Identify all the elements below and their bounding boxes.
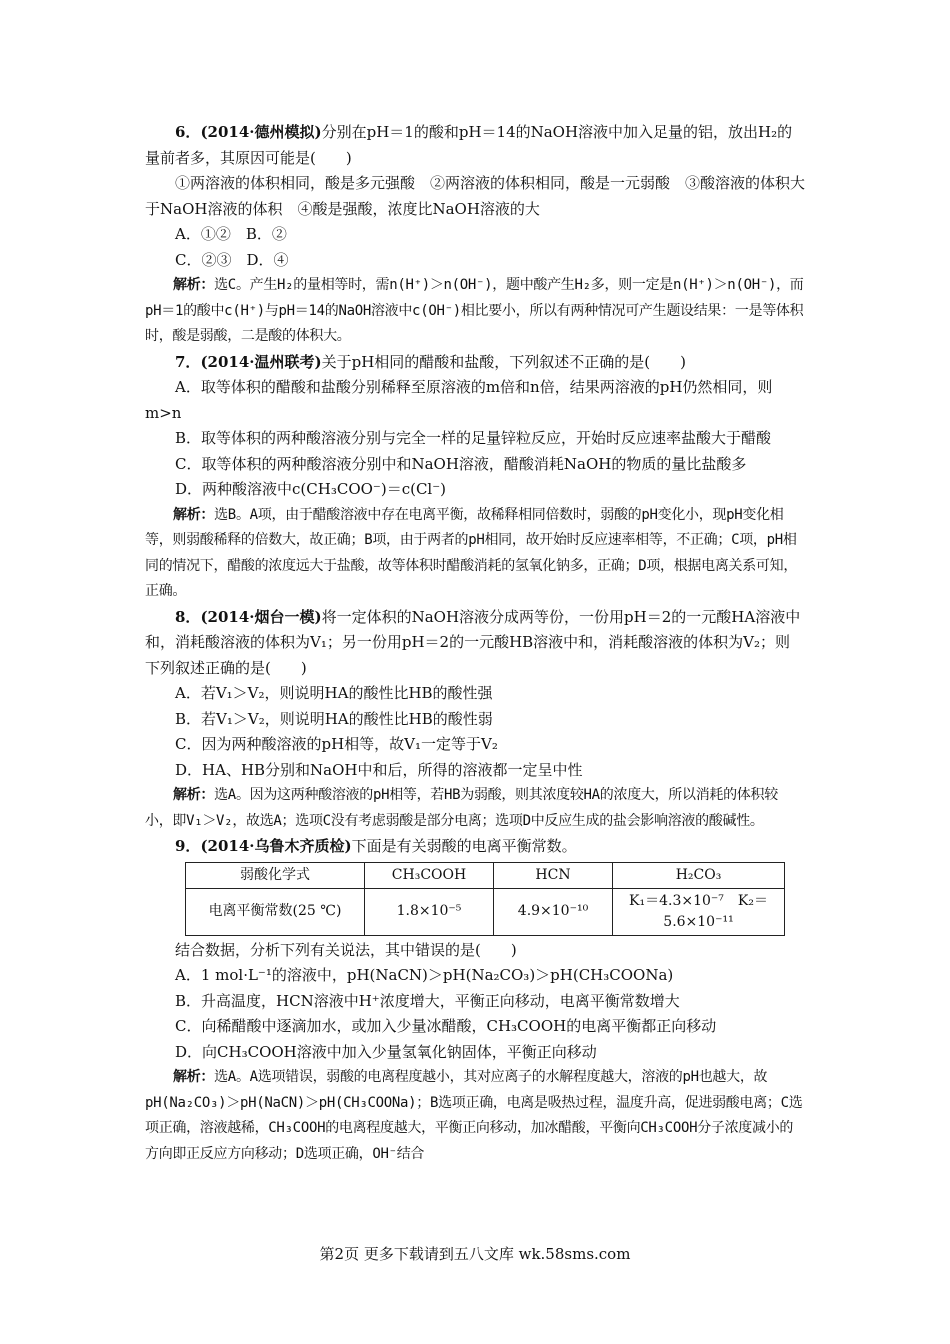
- table-cell: 1.8×10⁻⁵: [365, 888, 494, 935]
- question-text: 关于pH相同的醋酸和盐酸，下列叙述不正确的是( ): [321, 352, 686, 371]
- analysis-text: 选C。产生H₂的量相等时，需n(H⁺)＞n(OH⁻)，题中酸产生H₂多，则一定是n(H⁺)＞n(OH⁻)，而pH＝1的酸中c(H⁺)与pH＝14的NaOH溶液中c(OH⁻)相比要小，所以有两种情况可产生题设结果：一是等体积时，酸是弱酸，二是酸的体积大。: [145, 277, 804, 344]
- question-6-options-cd: C．②③ D．④: [175, 250, 289, 269]
- question-9-analysis: [145, 1065, 805, 1167]
- analysis-text: 选A。A选项错误，弱酸的电离程度越小，其对应离子的水解程度越大，溶液的pH也越大，故pH(Na₂CO₃)＞pH(NaCN)＞pH(CH₃COONa)；B选项正确，电离是吸热过程，温度升高，促进弱酸电离；C选项正确，溶液越稀，CH₃COOH的电离程度越大，平衡正向移动，加冰醋酸，平衡向CH₃COOH分子浓度减小的方向即正反应方向移动；D选项正确，OH⁻结合: [145, 1069, 803, 1162]
- question-8-analysis: [145, 783, 805, 834]
- question-source: (2014·烟台一模): [200, 607, 322, 626]
- analysis-label: 解析：: [173, 787, 215, 803]
- question-source: (2014·德州模拟): [200, 123, 322, 141]
- question-9-stem: [145, 834, 805, 860]
- question-6-stem: [145, 120, 805, 171]
- analysis-text: 选B。A项，由于醋酸溶液中存在电离平衡，故稀释相同倍数时，弱酸的pH变化小，现pH变化相等，则弱酸稀释的倍数大，故正确；B项，由于两者的pH相同，故开始时反应速率相等，不正确；C项，pH相同的情况下，醋酸的浓度远大于盐酸，故等体积时醋酸消耗的氢氧化钠多，正确；D项，根据电离关系可知，正确。: [145, 506, 798, 599]
- question-number: 6．: [175, 123, 201, 141]
- question-source: (2014·温州联考): [200, 352, 322, 371]
- question-7-analysis: [145, 503, 805, 605]
- question-7-option-c: C．取等体积的两种酸溶液分别中和NaOH溶液，醋酸消耗NaOH的物质的量比盐酸多: [175, 454, 747, 473]
- question-7-option-d: D．两种酸溶液中c(CH₃COO⁻)＝c(Cl⁻): [175, 480, 446, 498]
- table-cell: [613, 888, 785, 935]
- question-source: (2014·乌鲁木齐质检): [200, 837, 352, 855]
- question-7-option-b: B．取等体积的两种酸溶液分别与完全一样的足量锌粒反应，开始时反应速率盐酸大于醋酸: [175, 429, 772, 447]
- question-9-option-a: A．1 mol·L⁻¹的溶液中，pH(NaCN)＞pH(Na₂CO₃)＞pH(CH₃COONa): [175, 966, 674, 984]
- analysis-label: 解析：: [173, 506, 215, 523]
- table-cell: 4.9×10⁻¹⁰: [494, 888, 613, 935]
- analysis-label: 解析：: [173, 1069, 215, 1085]
- question-9-stem-2: 结合数据，分析下列有关说法，其中错误的是( ): [175, 940, 517, 959]
- analysis-text: 选A。因为这两种酸溶液的pH相等，若HB为弱酸，则其浓度较HA的浓度大，所以消耗的体积较小，即V₁＞V₂，故选A；选项C没有考虑弱酸是部分电离；选项D中反应生成的盐会影响溶液的酸碱性。: [145, 787, 778, 829]
- question-6-options-ab: A．①② B．②: [175, 225, 287, 243]
- page-content: [145, 120, 805, 1167]
- question-number: 9．: [175, 837, 201, 855]
- question-9-option-c: C．向稀醋酸中逐滴加水，或加入少量冰醋酸，CH₃COOH的电离平衡都正向移动: [175, 1017, 717, 1035]
- question-8-option-a: A．若V₁＞V₂，则说明HA的酸性比HB的酸性强: [175, 684, 493, 702]
- table-header-cell: HCN: [494, 862, 613, 888]
- question-text: 分别在pH＝1的酸和pH＝14的NaOH溶液中加入足量的铝，放出H₂的量前者多，其原因可能是( ): [145, 123, 793, 167]
- question-9-option-d: D．向CH₃COOH溶液中加入少量氢氧化钠固体，平衡正向移动: [175, 1042, 597, 1061]
- question-7-option-a: A．取等体积的醋酸和盐酸分别稀释至原溶液的m倍和n倍，结果两溶液的pH仍然相同，则m>n: [145, 378, 773, 422]
- question-8-stem: [145, 605, 805, 682]
- analysis-label: 解析：: [173, 277, 215, 293]
- question-9-option-b: B．升高温度，HCN溶液中H⁺浓度增大，平衡正向移动，电离平衡常数增大: [175, 991, 680, 1010]
- question-8-option-d: D．HA、HB分别和NaOH中和后，所得的溶液都一定呈中性: [175, 760, 583, 779]
- table-header-row: [186, 862, 785, 888]
- question-7-stem: [145, 350, 805, 376]
- table-header-cell: H₂CO₃: [613, 862, 785, 888]
- ionization-constant-table: [185, 862, 785, 936]
- page-footer: 第2页 更多下载请到五八文库 wk.58sms.com: [319, 1245, 631, 1263]
- question-6-analysis: [145, 273, 805, 350]
- table-row: [186, 888, 785, 935]
- question-text: 下面是有关弱酸的电离平衡常数。: [351, 837, 577, 855]
- constant-k2-value: 5.6×10⁻¹¹: [663, 913, 734, 930]
- constant-k1-k2: K₁＝4.3×10⁻⁷ K₂＝: [629, 892, 768, 909]
- table-cell: 电离平衡常数(25 ℃): [186, 888, 365, 935]
- question-8-option-b: B．若V₁＞V₂，则说明HA的酸性比HB的酸性弱: [175, 709, 493, 728]
- question-number: 8．: [175, 607, 201, 626]
- table-header-cell: CH₃COOH: [365, 862, 494, 888]
- question-text: 将一定体积的NaOH溶液分成两等份，一份用pH＝2的一元酸HA溶液中和，消耗酸溶液的体积为V₁；另一份用pH＝2的一元酸HB溶液中和，消耗酸溶液的体积为V₂；则下列叙述正确的是( ): [145, 607, 801, 677]
- table-header-cell: 弱酸化学式: [186, 862, 365, 888]
- question-6-conditions: ①两溶液的体积相同，酸是多元强酸 ②两溶液的体积相同，酸是一元弱酸 ③酸溶液的体积大于NaOH溶液的体积 ④酸是强酸，浓度比NaOH溶液的大: [145, 174, 806, 218]
- question-number: 7．: [175, 352, 201, 371]
- question-8-option-c: C．因为两种酸溶液的pH相等，故V₁一定等于V₂: [175, 735, 498, 753]
